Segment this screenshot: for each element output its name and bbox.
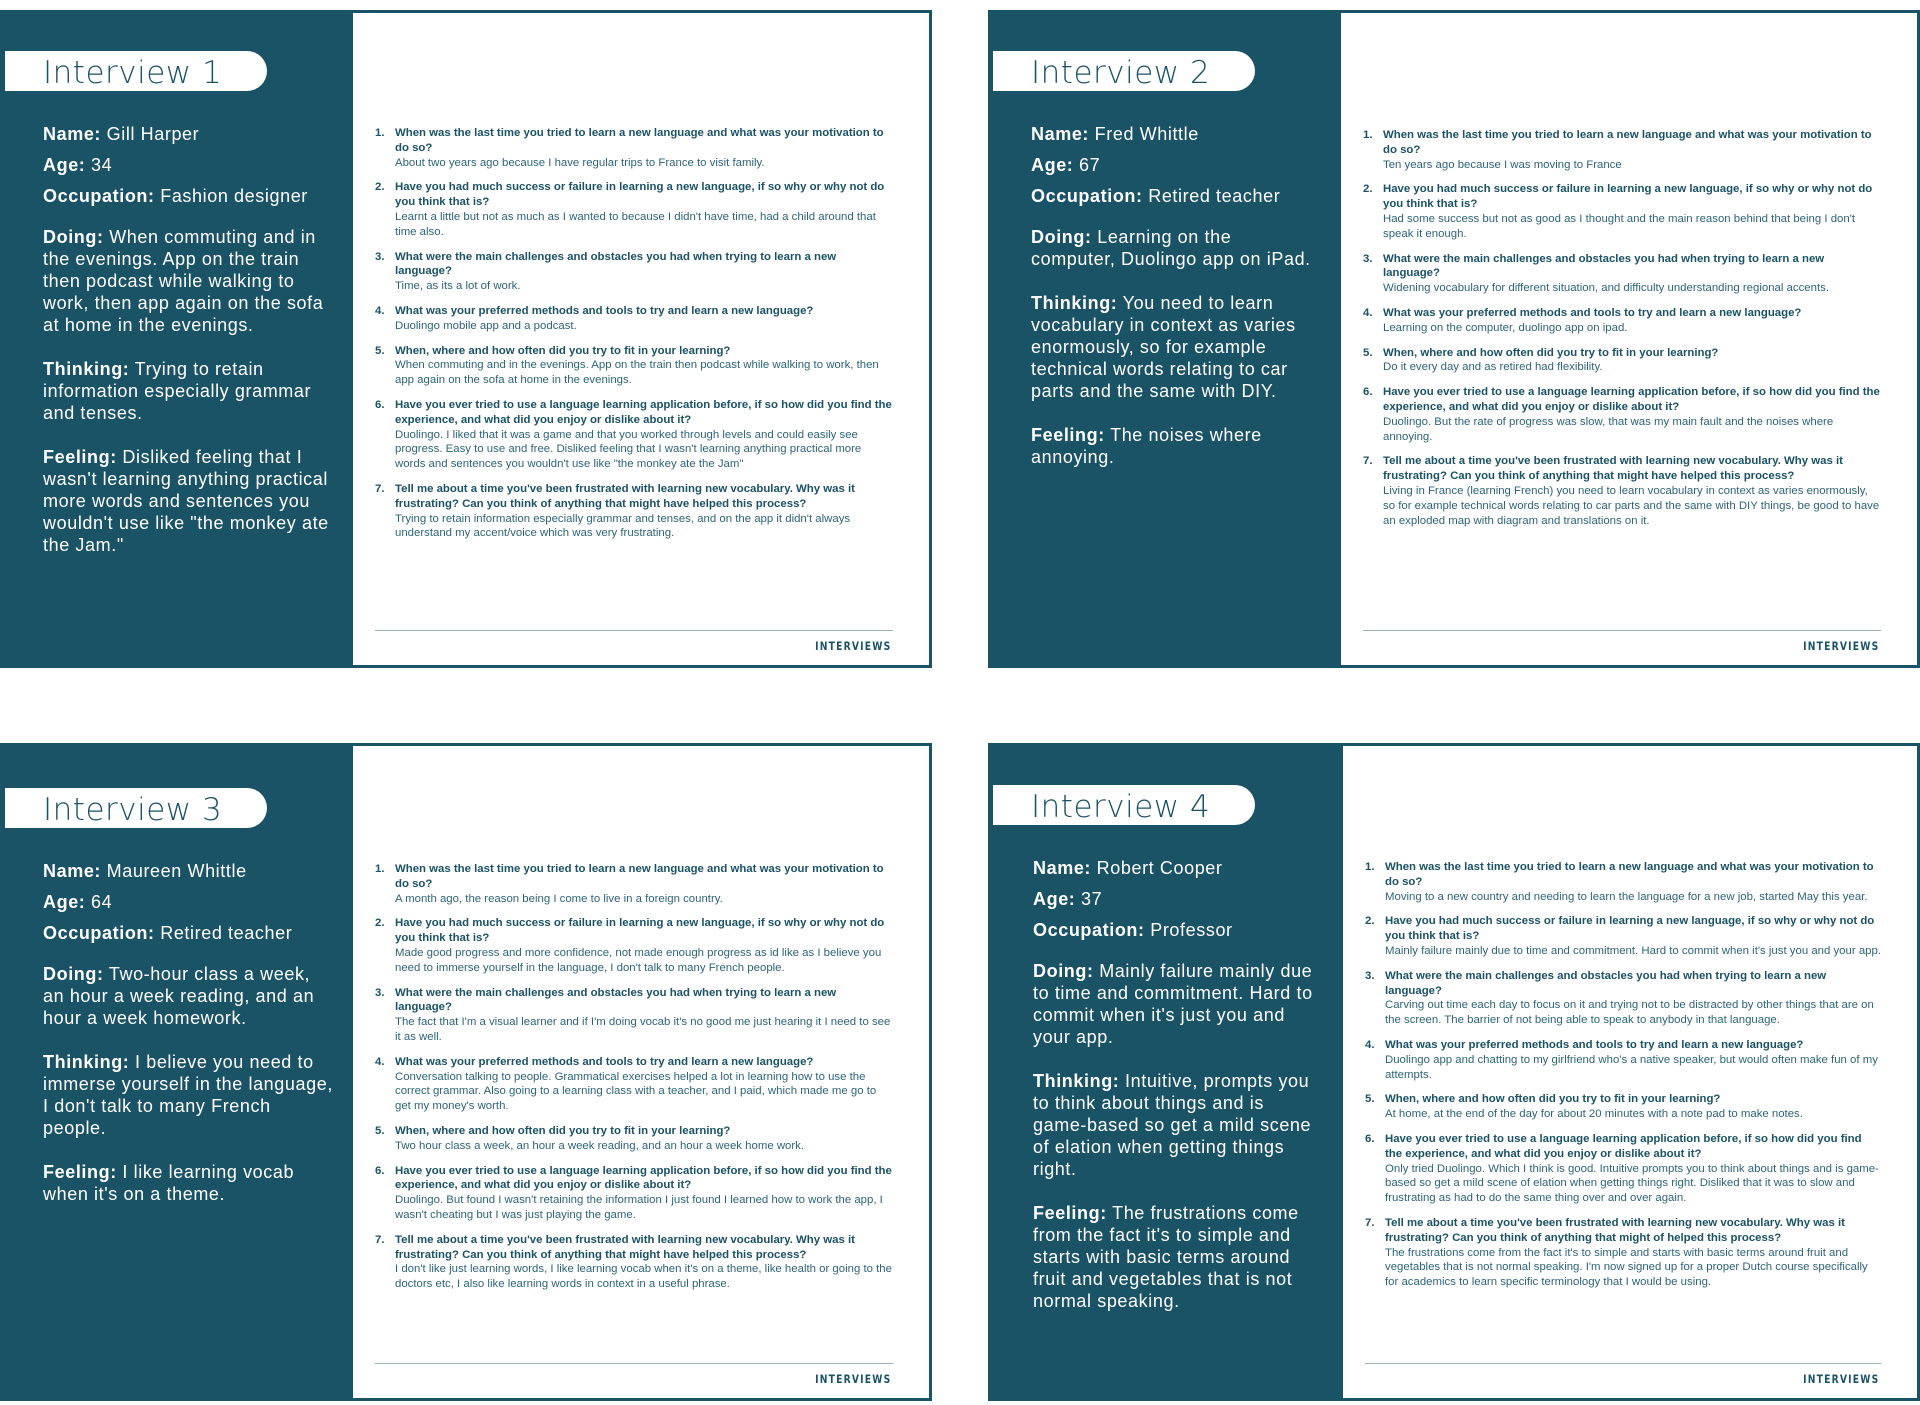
profile-panel <box>3 746 353 1398</box>
question-text: Tell me about a time you've been frustrated with learning new vocabulary. Why was it frustrating? Can you think of anything that might have helped this process? <box>1383 455 1843 483</box>
answer-text: Do it every day and as retired had flexibility. <box>1383 361 1603 374</box>
answer-text: Had some success but not as good as I thought and the main reason behind that being I don't speak it enough. <box>1383 212 1856 240</box>
question-item <box>1363 252 1881 296</box>
doing-label: Doing: <box>43 964 104 984</box>
occupation-value: Fashion designer <box>160 186 308 206</box>
answer-text: Ten years ago because I was moving to France <box>1383 158 1622 171</box>
question-item <box>375 1055 893 1114</box>
thinking-label: Thinking: <box>43 359 130 379</box>
question-item <box>1363 385 1881 444</box>
footer-divider <box>1365 1363 1881 1364</box>
name-value: Maureen Whittle <box>106 861 247 881</box>
question-text: What were the main challenges and obstacles you had when trying to learn a new language? <box>1383 252 1825 280</box>
answer-text: Living in France (learning French) you need to learn vocabulary in context as varies enormously, so for example technical words relating to car parts and the same with DIY things, be good to have an exploded map with diagram and translations on it. <box>1383 484 1880 527</box>
question-item <box>1363 346 1881 376</box>
answer-text: Duolingo. But found I wasn't retaining the information I just found I learned how to work the app, I wasn't cheating but I was just playing the game. <box>395 1194 883 1221</box>
question-text: Have you ever tried to use a language learning application before, if so how did you find the experience, and what did you enjoy or dislike about it? <box>1383 386 1880 413</box>
question-item <box>1365 1038 1881 1082</box>
question-number: 7. <box>1365 1216 1375 1229</box>
doing-value: Mainly failure mainly due to time and commitment. Hard to commit when it's just you and your app. <box>1033 961 1313 1047</box>
footer-label: INTERVIEWS <box>1802 639 1879 653</box>
question-number: 4. <box>1365 1038 1375 1051</box>
age-label: Age: <box>43 155 86 175</box>
answer-text: Duolingo app and chatting to my girlfriend who's a native speaker, but would often make fun of my attempts. <box>1385 1053 1878 1081</box>
interview-title: Interview 2 <box>1031 55 1211 91</box>
question-text: Tell me about a time you've been frustrated with learning new vocabulary. Why was it frustrating? Can you think of anything that might have helped this process? <box>395 1233 855 1261</box>
question-text: Have you ever tried to use a language learning application before, if so how did you find the experience, and what did you enjoy or dislike about it? <box>1385 1132 1862 1160</box>
age-value: 64 <box>91 892 113 912</box>
question-number: 2. <box>1365 915 1375 928</box>
questions-panel <box>1365 746 1917 1398</box>
question-text: When was the last time you tried to learn a new language and what was your motivation to do so? <box>395 127 884 154</box>
question-number: 3. <box>375 250 385 263</box>
name-row <box>43 123 333 145</box>
footer-divider <box>1363 630 1881 631</box>
answer-text: Two hour class a week, an hour a week reading, and an hour a week home work. <box>395 1139 805 1152</box>
question-number: 6. <box>1363 386 1373 399</box>
question-item <box>375 1124 893 1154</box>
age-label: Age: <box>1031 155 1074 175</box>
feeling-value: The frustrations come from the fact it's to simple and starts with basic terms around fruit and vegetables that is not normal speaking. <box>1033 1203 1299 1311</box>
question-item <box>1365 914 1881 958</box>
question-text: When, where and how often did you try to fit in your learning? <box>395 1124 731 1137</box>
doing-label: Doing: <box>43 227 104 247</box>
question-number: 5. <box>375 344 385 357</box>
thinking-value: Intuitive, prompts you to think about things and is game-based so get a mild scene of elation when getting things right. <box>1033 1071 1312 1179</box>
profile-panel <box>991 13 1341 665</box>
question-number: 6. <box>1365 1132 1375 1145</box>
question-number: 7. <box>375 1233 385 1246</box>
feeling-label: Feeling: <box>43 1162 117 1182</box>
question-number: 7. <box>375 482 385 495</box>
age-row <box>43 154 333 176</box>
thinking-paragraph <box>43 358 333 424</box>
question-item <box>375 344 893 388</box>
occupation-row <box>1033 919 1323 941</box>
profile-details <box>1031 123 1321 468</box>
interview-card-2 <box>988 10 1920 668</box>
question-text: What were the main challenges and obstacles you had when trying to learn a new language? <box>395 986 837 1014</box>
question-number: 1. <box>375 127 385 139</box>
question-text: When was the last time you tried to learn a new language and what was your motivation to do so? <box>1383 129 1872 156</box>
footer-label: INTERVIEWS <box>814 1372 891 1386</box>
answer-text: Carving out time each day to focus on it and trying not to be distracted by other things that are on the screen. The barrier of not being able to speak to anybody in that language. <box>1385 999 1874 1027</box>
doing-value: Learning on the computer, Duolingo app on iPad. <box>1031 227 1311 269</box>
name-label: Name: <box>1033 858 1092 878</box>
question-item <box>375 482 893 541</box>
thinking-paragraph <box>1031 292 1321 402</box>
question-text: What was your preferred methods and tools to try and learn a new language? <box>1385 1038 1804 1051</box>
thinking-value: I believe you need to immerse yourself in the language, I don't talk to many French people. <box>43 1052 333 1138</box>
question-item <box>375 126 893 170</box>
interview-card-1 <box>0 10 932 668</box>
name-label: Name: <box>43 124 102 144</box>
thinking-paragraph <box>1033 1070 1323 1180</box>
question-number: 2. <box>375 917 385 930</box>
interview-title: Interview 3 <box>43 792 223 828</box>
question-item <box>375 986 893 1045</box>
name-value: Fred Whittle <box>1094 124 1199 144</box>
question-item <box>375 250 893 294</box>
question-number: 6. <box>375 1164 385 1177</box>
name-label: Name: <box>1031 124 1090 144</box>
answer-text: A month ago, the reason being I come to live in a foreign country. <box>395 892 723 905</box>
doing-paragraph <box>43 226 333 336</box>
question-number: 3. <box>1365 969 1375 982</box>
answer-text: About two years ago because I have regular trips to France to visit family. <box>395 156 765 169</box>
question-item <box>1365 1132 1881 1206</box>
interview-title: Interview 4 <box>1031 789 1211 825</box>
answer-text: Time, as its a lot of work. <box>395 280 521 293</box>
question-item <box>1363 128 1881 172</box>
name-row <box>43 860 333 882</box>
occupation-row <box>43 922 333 944</box>
occupation-label: Occupation: <box>1033 920 1145 940</box>
question-number: 3. <box>1363 252 1373 265</box>
doing-label: Doing: <box>1033 961 1094 981</box>
age-row <box>1031 154 1321 176</box>
occupation-value: Retired teacher <box>160 923 293 943</box>
interview-title-pill <box>5 788 267 828</box>
question-text: Have you had much success or failure in learning a new language, if so why or why not do you think that is? <box>1383 183 1873 211</box>
questions-panel <box>375 746 929 1398</box>
question-number: 1. <box>1365 861 1375 873</box>
question-text: When, where and how often did you try to fit in your learning? <box>395 344 731 357</box>
question-text: When was the last time you tried to learn a new language and what was your motivation to do so? <box>1385 861 1874 888</box>
doing-value: When commuting and in the evenings. App on the train then podcast while walking to work, then app again on the sofa at home in the evenings. <box>43 227 324 335</box>
feeling-value: The noises where annoying. <box>1031 425 1262 467</box>
doing-paragraph <box>1033 960 1323 1048</box>
question-text: What was your preferred methods and tools to try and learn a new language? <box>395 1055 814 1068</box>
question-item <box>1363 306 1881 336</box>
question-item <box>1365 1092 1881 1122</box>
question-list <box>1365 860 1881 1300</box>
question-number: 4. <box>375 1055 385 1068</box>
question-text: When, where and how often did you try to fit in your learning? <box>1383 346 1719 359</box>
interview-card-3 <box>0 743 932 1401</box>
answer-text: Trying to retain information especially grammar and tenses, and on the app it didn't always understand my accent/voice which was very frustrating. <box>395 512 851 540</box>
question-number: 4. <box>375 304 385 317</box>
question-item <box>1365 969 1881 1028</box>
interview-title-pill <box>5 51 267 91</box>
occupation-label: Occupation: <box>1031 186 1143 206</box>
doing-paragraph <box>1031 226 1321 270</box>
name-value: Robert Cooper <box>1096 858 1223 878</box>
age-row <box>1033 888 1323 910</box>
occupation-row <box>43 185 333 207</box>
interview-title-pill <box>993 51 1255 91</box>
doing-label: Doing: <box>1031 227 1092 247</box>
question-number: 3. <box>375 986 385 999</box>
thinking-paragraph <box>43 1051 333 1139</box>
question-text: Have you had much success or failure in learning a new language, if so why or why not do you think that is? <box>395 917 885 945</box>
name-row <box>1031 123 1321 145</box>
question-text: Tell me about a time you've been frustrated with learning new vocabulary. Why was it frustrating? Can you think of anything that might have helped this process? <box>395 482 855 510</box>
age-value: 67 <box>1079 155 1101 175</box>
answer-text: The fact that I'm a visual learner and if I'm doing vocab it's no good me just hearing it I need to see it as well. <box>395 1016 891 1043</box>
age-row <box>43 891 333 913</box>
question-text: When, where and how often did you try to fit in your learning? <box>1385 1093 1721 1106</box>
question-number: 5. <box>1363 346 1373 359</box>
feeling-value: Disliked feeling that I wasn't learning anything practical more words and sentences you wouldn't use like "the monkey ate the Jam." <box>43 447 329 555</box>
interview-title: Interview 1 <box>43 55 223 91</box>
feeling-label: Feeling: <box>1033 1203 1107 1223</box>
answer-text: Learnt a little but not as much as I wanted to because I didn't have time, had a child around that time also. <box>395 210 876 238</box>
occupation-value: Retired teacher <box>1148 186 1281 206</box>
feeling-paragraph <box>1031 424 1321 468</box>
footer-label: INTERVIEWS <box>814 639 891 653</box>
question-item <box>1363 182 1881 241</box>
question-number: 1. <box>1363 129 1373 141</box>
occupation-label: Occupation: <box>43 186 155 206</box>
answer-text: Moving to a new country and needing to learn the language for a new job, started May this year. <box>1385 890 1868 903</box>
answer-text: Only tried Duolingo. Which I think is good. Intuitive prompts you to think about things and is game-based so get a mild scene of elation when getting things right. Disliked that it was to slow and frustrating as had to do the same thing over and over again. <box>1385 1162 1879 1205</box>
profile-panel <box>3 13 353 665</box>
answer-text: Conversation talking to people. Grammatical exercises helped a lot in learning how to use the correct grammar. Also going to a learning class with a teacher, and I paid, which made me go to get my money's worth. <box>395 1070 877 1113</box>
occupation-row <box>1031 185 1321 207</box>
question-item <box>375 1233 893 1292</box>
thinking-value: Trying to retain information especially grammar and tenses. <box>43 359 312 423</box>
doing-value: Two-hour class a week, an hour a week reading, and an hour a week homework. <box>43 964 315 1028</box>
question-text: What was your preferred methods and tools to try and learn a new language? <box>395 304 814 317</box>
answer-text: Duolingo. But the rate of progress was slow, that was my main fault and the noises where annoying. <box>1383 415 1834 443</box>
answer-text: The frustrations come from the fact it's to simple and starts with basic terms around fruit and vegetables that is not normal speaking. I'm now signed up for a proper Dutch course specifically for academics to learn specific terminology that I would be using. <box>1385 1246 1868 1289</box>
question-text: Have you ever tried to use a language learning application before, if so how did you find the experience, and what did you enjoy or dislike about it? <box>395 1164 892 1192</box>
question-text: What were the main challenges and obstacles you had when trying to learn a new language? <box>1385 969 1827 997</box>
question-item <box>1365 1216 1881 1290</box>
occupation-label: Occupation: <box>43 923 155 943</box>
question-number: 2. <box>1363 183 1373 196</box>
question-item <box>375 916 893 975</box>
feeling-label: Feeling: <box>43 447 117 467</box>
question-item <box>375 180 893 239</box>
question-text: Have you ever tried to use a language learning application before, if so how did you find the experience, and what did you enjoy or dislike about it? <box>395 398 892 426</box>
question-number: 2. <box>375 181 385 194</box>
question-text: Have you had much success or failure in learning a new language, if so why or why not do you think that is? <box>1385 915 1875 943</box>
thinking-label: Thinking: <box>1033 1071 1120 1091</box>
question-number: 6. <box>375 398 385 411</box>
answer-text: At home, at the end of the day for about 20 minutes with a note pad to make notes. <box>1385 1108 1803 1121</box>
profile-details <box>1033 857 1323 1312</box>
age-value: 37 <box>1081 889 1103 909</box>
question-number: 1. <box>375 863 385 875</box>
thinking-value: You need to learn vocabulary in context as varies enormously, so for example technical words relating to car parts and the same with DIY. <box>1031 293 1296 401</box>
answer-text: I don't like just learning words, I like learning vocab when it's on a theme, like health or going to the doctors etc, I also like learning words in context in a useful phrase. <box>395 1263 892 1291</box>
age-value: 34 <box>91 155 113 175</box>
doing-paragraph <box>43 963 333 1029</box>
profile-details <box>43 860 333 1205</box>
questions-panel <box>375 13 929 665</box>
age-label: Age: <box>43 892 86 912</box>
answer-text: Duolingo mobile app and a podcast. <box>395 319 577 332</box>
answer-text: When commuting and in the evenings. App on the train then podcast while walking to work, then app again on the sofa at home in the evenings. <box>395 359 879 387</box>
footer-divider <box>375 1363 893 1364</box>
answer-text: Learning on the computer, duolingo app on ipad. <box>1383 321 1628 334</box>
question-item <box>375 862 893 906</box>
interview-card-4 <box>988 743 1920 1401</box>
question-number: 5. <box>375 1124 385 1137</box>
question-text: What was your preferred methods and tools to try and learn a new language? <box>1383 306 1802 319</box>
question-number: 7. <box>1363 455 1373 468</box>
question-list <box>1363 128 1881 538</box>
question-item <box>375 398 893 472</box>
footer-label: INTERVIEWS <box>1802 1372 1879 1386</box>
question-number: 5. <box>1365 1093 1375 1106</box>
footer-divider <box>375 630 893 631</box>
name-value: Gill Harper <box>106 124 200 144</box>
thinking-label: Thinking: <box>1031 293 1118 313</box>
question-number: 4. <box>1363 306 1373 319</box>
feeling-paragraph <box>1033 1202 1323 1312</box>
question-text: Tell me about a time you've been frustrated with learning new vocabulary. Why was it frustrating? Can you think of anything that might of helped this process? <box>1385 1216 1845 1244</box>
profile-panel <box>991 746 1343 1398</box>
question-list <box>375 862 893 1302</box>
feeling-value: I like learning vocab when it's on a theme. <box>43 1162 295 1204</box>
question-item <box>375 1164 893 1223</box>
age-label: Age: <box>1033 889 1076 909</box>
feeling-label: Feeling: <box>1031 425 1105 445</box>
question-text: Have you had much success or failure in learning a new language, if so why or why not do you think that is? <box>395 181 885 209</box>
answer-text: Made good progress and more confidence, not made enough progress as id like as I believe you need to immerse yourself in the language, I don't talk to many French people. <box>395 946 882 974</box>
interview-title-pill <box>993 785 1255 825</box>
name-row <box>1033 857 1323 879</box>
thinking-label: Thinking: <box>43 1052 130 1072</box>
question-text: What were the main challenges and obstacles you had when trying to learn a new language? <box>395 250 837 278</box>
question-text: When was the last time you tried to learn a new language and what was your motivation to do so? <box>395 863 884 890</box>
question-item <box>1363 454 1881 528</box>
profile-details <box>43 123 333 556</box>
answer-text: Mainly failure mainly due to time and commitment. Hard to commit when it's just you and your app. <box>1385 944 1881 957</box>
question-list <box>375 126 893 551</box>
name-label: Name: <box>43 861 102 881</box>
occupation-value: Professor <box>1150 920 1233 940</box>
feeling-paragraph <box>43 446 333 556</box>
answer-text: Duolingo. I liked that it was a game and that you worked through levels and could easily see progress. Easy to use and free. Disliked feeling that I wasn't learning anything practical more words and sentences you wouldn't use like "the monkey ate the Jam" <box>395 428 862 471</box>
question-item <box>375 304 893 334</box>
question-item <box>1365 860 1881 904</box>
answer-text: Widening vocabulary for different situation, and difficulty understanding regional accents. <box>1383 282 1829 295</box>
questions-panel <box>1363 13 1917 665</box>
feeling-paragraph <box>43 1161 333 1205</box>
